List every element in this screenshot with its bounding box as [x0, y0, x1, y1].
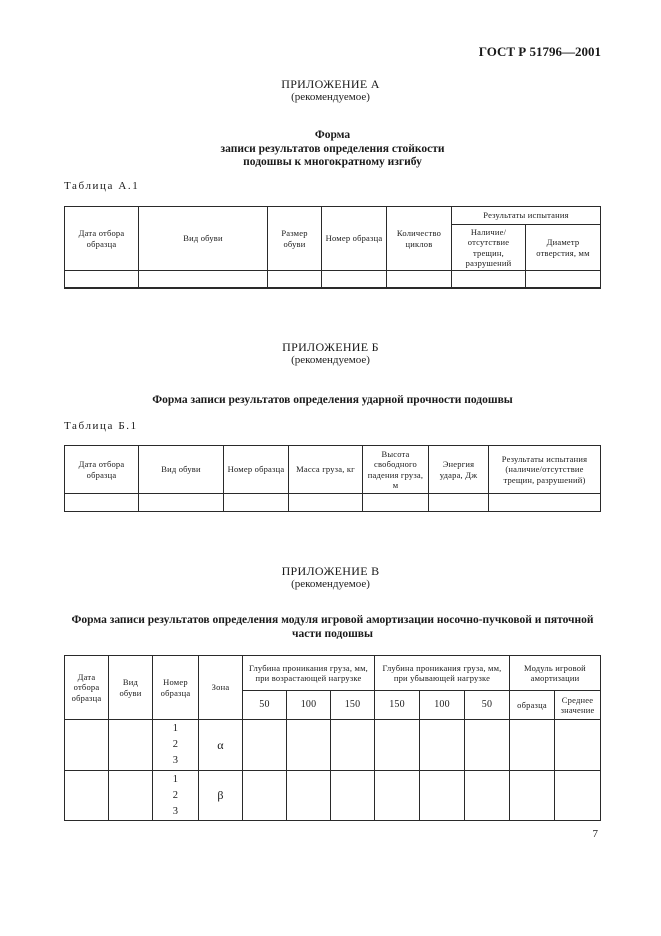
table-cell [465, 771, 510, 821]
table-cell [375, 771, 420, 821]
table-cell [429, 494, 489, 512]
header-cell: Наличие/ отсутствие трещин, разрушений [452, 225, 526, 271]
table-row [65, 720, 601, 771]
form-title-line: записи результатов определения стойкости [220, 142, 445, 155]
table-cell [243, 720, 287, 771]
header-cell: Вид обуви [139, 446, 224, 494]
appendix-b-heading [0, 341, 661, 367]
table-cell [139, 494, 224, 512]
header-cell: Модуль игровой амортизации [510, 656, 601, 691]
header-cell: Высота свободного падения груза, м [363, 446, 429, 494]
table-cell [139, 271, 268, 288]
zone-cell: α [199, 720, 243, 771]
page-number: 7 [592, 828, 598, 840]
table-cell [555, 720, 601, 771]
header-cell: Результаты испытания (наличие/отсутствие трещин, разрушений) [489, 446, 601, 494]
appendix-v-heading [0, 565, 661, 591]
header-cell: Масса груза, кг [289, 446, 363, 494]
sample-number: 3 [172, 755, 179, 766]
table-cell [268, 271, 322, 288]
appendix-a-heading [0, 78, 661, 104]
table-cell [375, 720, 420, 771]
header-cell: Результаты испытания [452, 207, 601, 225]
table-cell [65, 771, 109, 821]
header-cell: Зона [199, 656, 243, 720]
header-cell: образца [510, 691, 555, 720]
table-b1-label: Таблица Б.1 [64, 420, 138, 432]
load-cell: 50 [465, 691, 510, 720]
sample-number: 1 [172, 723, 179, 734]
appendix-v-subtitle: (рекомендуемое) [291, 578, 370, 590]
table-cell [65, 720, 109, 771]
header-cell: Номер образца [322, 207, 387, 271]
appendix-a-subtitle: (рекомендуемое) [291, 91, 370, 103]
header-cell: Количество циклов [387, 207, 452, 271]
appendix-b-title: ПРИЛОЖЕНИЕ Б [282, 340, 379, 354]
appendix-b-subtitle: (рекомендуемое) [291, 354, 370, 366]
header-cell: Глубина проникания груза, мм, при возрастающей нагрузке [243, 656, 375, 691]
table-cell [510, 771, 555, 821]
header-cell: Дата отбора образца [65, 207, 139, 271]
table-cell [65, 271, 139, 288]
header-cell: Энергия удара, Дж [429, 446, 489, 494]
header-cell: Диаметр отверстия, мм [526, 225, 601, 271]
table-row [65, 771, 601, 821]
appendix-a-form-title [60, 129, 605, 170]
table-cell [489, 494, 601, 512]
table-cell [287, 771, 331, 821]
table-cell [465, 720, 510, 771]
sample-number: 3 [172, 805, 179, 817]
table-v [64, 655, 601, 821]
table-cell [109, 720, 153, 771]
table-cell [420, 771, 465, 821]
table-cell [452, 271, 526, 288]
table-a1 [64, 206, 601, 289]
form-title-line: Форма записи результатов определения модуля игровой амортизации носочно-пучковой и пяточной [71, 614, 594, 626]
header-cell: Дата отбора образца [65, 446, 139, 494]
appendix-a-title: ПРИЛОЖЕНИЕ А [281, 77, 380, 91]
header-cell: Дата отбора образца [65, 656, 109, 720]
table-cell [510, 720, 555, 771]
table-cell [420, 720, 465, 771]
sample-number: 2 [172, 739, 179, 750]
document-code: ГОСТ Р 51796—2001 [478, 44, 601, 59]
table-cell [109, 771, 153, 821]
load-cell: 150 [375, 691, 420, 720]
table-cell [331, 720, 375, 771]
table-cell [243, 771, 287, 821]
table-cell [526, 271, 601, 288]
header-cell: Номер образца [153, 656, 199, 720]
sample-number: 2 [172, 789, 179, 801]
table-cell [387, 271, 452, 288]
table-cell [363, 494, 429, 512]
header-cell: Вид обуви [109, 656, 153, 720]
table-row [65, 494, 601, 512]
table-a1-label: Таблица А.1 [64, 180, 140, 192]
header-cell: Вид обуви [139, 207, 268, 271]
load-cell: 150 [331, 691, 375, 720]
table-cell [322, 271, 387, 288]
table-cell [287, 720, 331, 771]
table-cell [331, 771, 375, 821]
table-row [65, 271, 601, 288]
load-cell: 100 [287, 691, 331, 720]
header-cell: Номер образца [224, 446, 289, 494]
sample-number: 1 [172, 773, 179, 785]
header-cell: Размер обуви [268, 207, 322, 271]
table-cell [289, 494, 363, 512]
table-cell [555, 771, 601, 821]
sample-numbers-cell [153, 720, 199, 771]
appendix-v-title: ПРИЛОЖЕНИЕ В [281, 564, 380, 578]
header-cell: Глубина проникания груза, мм, при убывающей нагрузке [375, 656, 510, 691]
form-title-line: части подошвы [292, 627, 373, 640]
appendix-b-form-title: Форма записи результатов определения ударной прочности подошвы [152, 394, 513, 406]
table-b1 [64, 445, 601, 512]
form-title-line: подошвы к многократному изгибу [243, 156, 422, 168]
load-cell: 100 [420, 691, 465, 720]
table-cell [224, 494, 289, 512]
load-cell: 50 [243, 691, 287, 720]
table-cell [65, 494, 139, 512]
sample-numbers-cell [153, 771, 199, 821]
appendix-v-form-title [60, 614, 605, 641]
form-title-line: Форма [314, 129, 351, 141]
header-cell: Среднее значение [555, 691, 601, 720]
zone-cell: β [199, 771, 243, 821]
